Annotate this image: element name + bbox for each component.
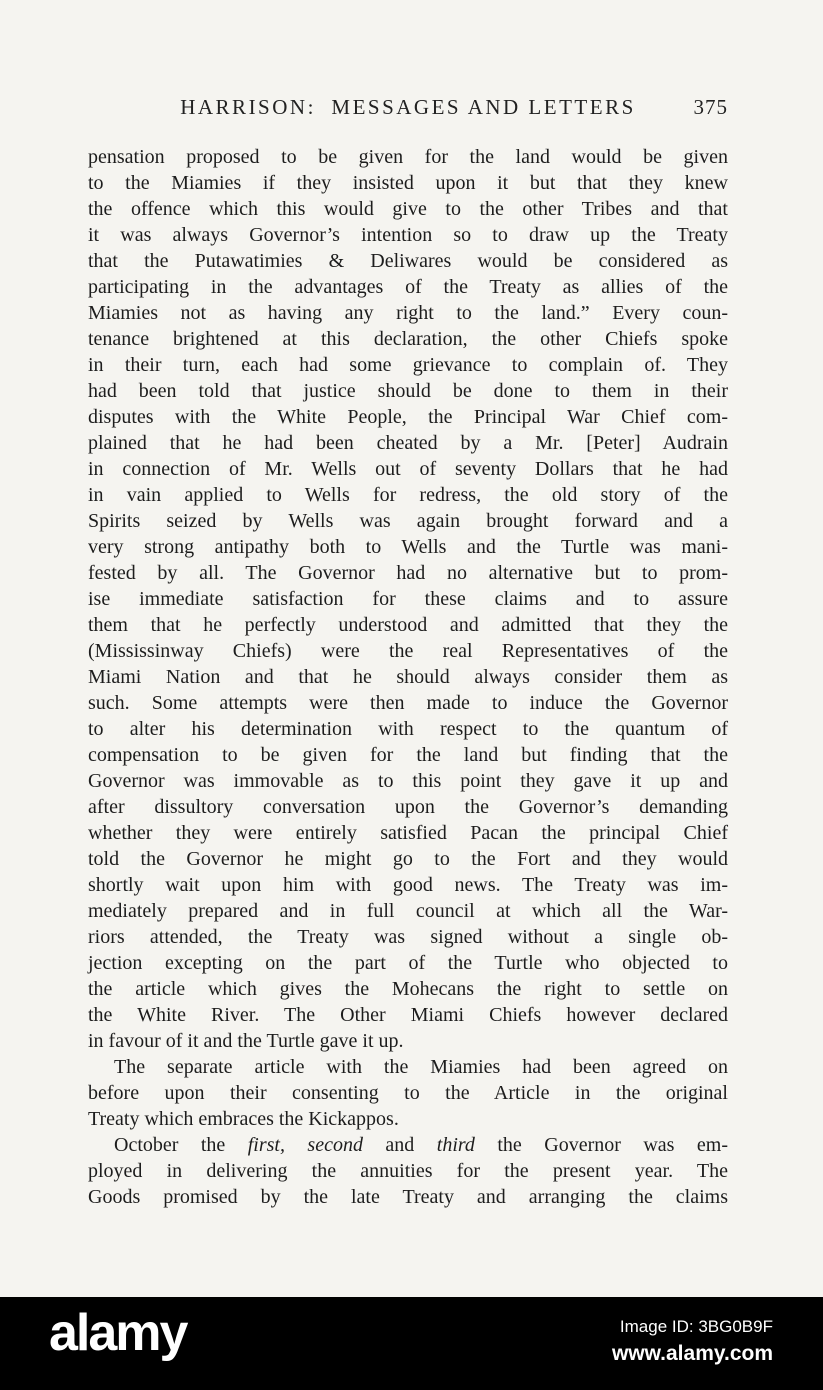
paragraph	[88, 1132, 728, 1210]
text-line: shortly wait upon him with good news. The Treaty was im-	[88, 874, 728, 896]
text-column	[88, 95, 728, 1210]
paragraph	[88, 1054, 728, 1132]
text-line: such. Some attempts were then made to induce the Governor	[88, 692, 728, 714]
body-text	[88, 144, 728, 1210]
text-line: pensation proposed to be given for the land would be given	[88, 146, 728, 168]
text-line: jection excepting on the part of the Turtle who objected to	[88, 952, 728, 974]
text-line: after dissultory conversation upon the Governor’s demanding	[88, 796, 728, 818]
text-line: mediately prepared and in full council at which all the War-	[88, 900, 728, 922]
text-line: Treaty which embraces the Kickappos.	[88, 1108, 399, 1130]
text-line: the White River. The Other Miami Chiefs however declared	[88, 1004, 728, 1026]
text-line: compensation to be given for the land but finding that the	[88, 744, 728, 766]
watermark-meta	[612, 1317, 773, 1366]
text-line: to the Miamies if they insisted upon it but that they knew	[88, 172, 728, 194]
paragraph	[88, 144, 728, 1054]
text-line: plained that he had been cheated by a Mr. [Peter] Audrain	[88, 432, 728, 454]
text-line: October the first, second and third the Governor was em-	[114, 1134, 728, 1156]
text-line: Miami Nation and that he should always consider them as	[88, 666, 728, 688]
page-number: 375	[693, 95, 728, 119]
text-line: very strong antipathy both to Wells and the Turtle was mani-	[88, 536, 728, 558]
text-line: it was always Governor’s intention so to draw up the Treaty	[88, 224, 728, 246]
text-line: told the Governor he might go to the Fort and they would	[88, 848, 728, 870]
text-line: before upon their consenting to the Article in the original	[88, 1082, 728, 1104]
text-line: to alter his determination with respect to the quantum of	[88, 718, 728, 740]
text-line: Governor was immovable as to this point they gave it up and	[88, 770, 728, 792]
text-line: (Mississinway Chiefs) were the real Representatives of the	[88, 640, 728, 662]
text-line: in connection of Mr. Wells out of seventy Dollars that he had	[88, 458, 728, 480]
text-line: them that he perfectly understood and admitted that they the	[88, 614, 728, 636]
text-line: disputes with the White People, the Principal War Chief com-	[88, 406, 728, 428]
alamy-website-label: www.alamy.com	[611, 1342, 773, 1365]
text-line: tenance brightened at this declaration, the other Chiefs spoke	[88, 328, 728, 350]
text-line: whether they were entirely satisfied Pacan the principal Chief	[88, 822, 728, 844]
image-id-label: Image ID: 3BG0B9F	[619, 1317, 773, 1336]
text-line: Goods promised by the late Treaty and arranging the claims	[88, 1186, 728, 1208]
running-title: HARRISON: MESSAGES AND LETTERS	[180, 95, 636, 119]
alamy-logo: alamy	[49, 1304, 187, 1362]
text-line: the article which gives the Mohecans the right to settle on	[88, 978, 728, 1000]
text-line: fested by all. The Governor had no alternative but to prom-	[88, 562, 728, 584]
text-line: that the Putawatimies & Deliwares would be considered as	[88, 250, 728, 272]
text-line: Miamies not as having any right to the land.” Every coun-	[88, 302, 728, 324]
text-line: riors attended, the Treaty was signed without a single ob-	[88, 926, 728, 948]
text-line: Spirits seized by Wells was again brought forward and a	[88, 510, 728, 532]
text-line: had been told that justice should be done to them in their	[88, 380, 728, 402]
watermark-bar	[0, 1297, 823, 1390]
text-line: in favour of it and the Turtle gave it up.	[88, 1030, 404, 1052]
text-line: ise immediate satisfaction for these claims and to assure	[88, 588, 728, 610]
text-line: The separate article with the Miamies had been agreed on	[114, 1056, 728, 1078]
text-line: in vain applied to Wells for redress, the old story of the	[88, 484, 728, 506]
text-line: participating in the advantages of the Treaty as allies of the	[88, 276, 728, 298]
page-header	[88, 95, 728, 121]
text-line: ployed in delivering the annuities for the present year. The	[88, 1160, 728, 1182]
text-line: the offence which this would give to the other Tribes and that	[88, 198, 728, 220]
text-line: in their turn, each had some grievance to complain of. They	[88, 354, 728, 376]
